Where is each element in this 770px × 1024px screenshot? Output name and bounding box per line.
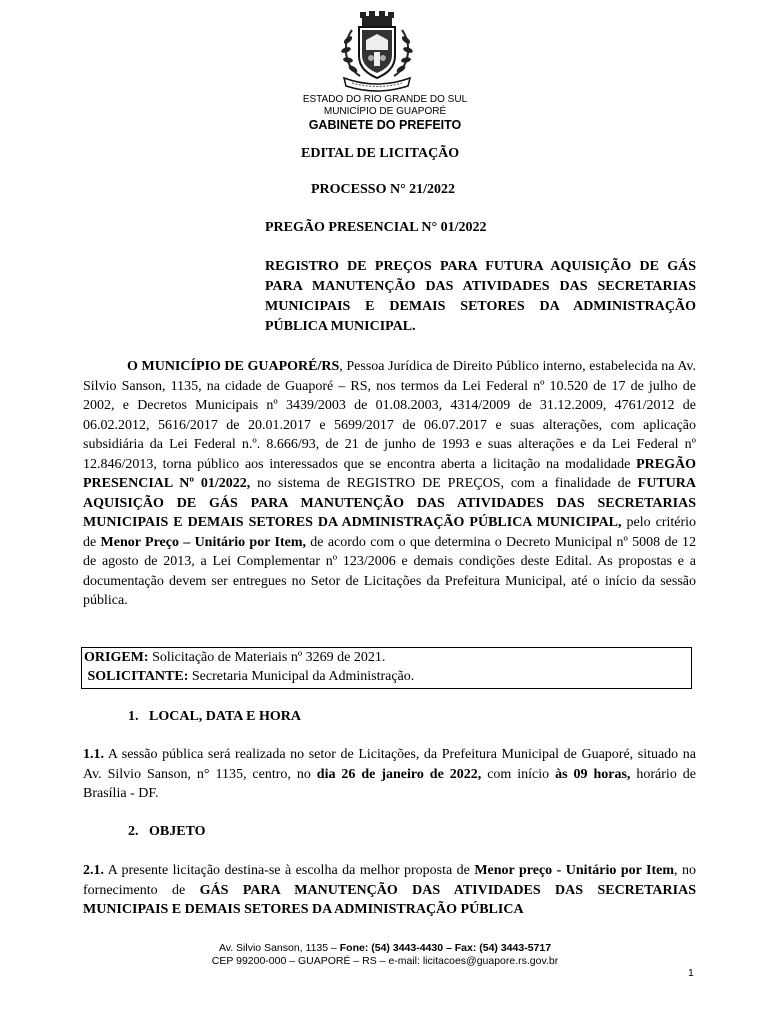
criterion-bold-2: Menor preço - Unitário por Item <box>474 863 675 878</box>
section-2-paragraph <box>83 861 696 920</box>
session-time: às 09 horas, <box>555 766 631 782</box>
section-1-paragraph <box>83 745 696 804</box>
requester-value: Secretaria Municipal da Administração. <box>188 669 415 684</box>
intro-text-2: no sistema de REGISTRO DE PREÇOS, com a finalidade de <box>250 476 638 491</box>
footer <box>0 942 770 968</box>
coat-of-arms-icon <box>338 10 416 92</box>
object-bold: GÁS PARA MANUTENÇÃO DAS ATIVIDADES DAS SECRETARIAS MUNICIPAIS E DEMAIS SETORES DA ADMINISTRAÇÃO PÚBLICA <box>83 882 696 917</box>
footer-address <box>0 942 770 955</box>
footer-phones: Fone: (54) 3443-4430 – Fax: (54) 3443-5717 <box>339 942 552 954</box>
section-2-1-number: 2.1. <box>83 863 104 878</box>
origin-box <box>81 647 692 689</box>
edital-title: EDITAL DE LICITAÇÃO <box>301 146 460 161</box>
state-name: ESTADO DO RIO GRANDE DO SUL <box>302 94 468 105</box>
intro-text-4: de acordo com o que determina o Decreto Municipal nº 5008 de 12 de agosto de 2013, a Lei Complementar nº 123/2006 e demais condições deste Edital. As propostas e a documentação devem ser entregues no Setor de Licitações da Prefeitura Municipal, até o início da sessão pública. <box>83 534 697 608</box>
origin-line <box>84 648 691 667</box>
section-2-heading: 2. OBJETO <box>128 824 206 839</box>
origin-value: Solicitação de Materiais nº 3269 de 2021. <box>148 650 386 665</box>
section-1-1-number: 1.1. <box>83 747 104 762</box>
session-date: dia 26 de janeiro de 2022, <box>316 766 482 782</box>
intro-paragraph <box>83 357 696 611</box>
section-2-text-1: A presente licitação destina-se à escolha da melhor proposta de <box>104 863 475 878</box>
purpose-bold: FUTURA AQUISIÇÃO DE GÁS PARA MANUTENÇÃO DAS ATIVIDADES DAS SECRETARIAS MUNICIPAIS E DEMAIS SETORES DA ADMINISTRAÇÃO PÚBLICA MUNICIPAL, <box>83 476 697 530</box>
footer-address-text: Av. Silvio Sanson, 1135 – <box>218 942 340 954</box>
municipality-name: MUNICÍPIO DE GUAPORÉ <box>323 106 447 117</box>
section-1-heading: 1. LOCAL, DATA E HORA <box>128 709 301 724</box>
section-1-text-3: horário de Brasília - DF. <box>83 766 696 801</box>
municipality-bold: O MUNICÍPIO DE GUAPORÉ/RS <box>127 359 340 374</box>
requester-line <box>84 667 691 686</box>
criterion-bold: Menor Preço – Unitário por Item, <box>100 534 306 550</box>
office-name: GABINETE DO PREFEITO <box>308 118 462 132</box>
intro-text-3: pelo critério de <box>83 515 696 550</box>
requester-label: SOLICITANTE: <box>87 669 189 684</box>
intro-text-1: , Pessoa Jurídica de Direito Público interno, estabelecida na Av. Silvio Sanson, 1135, na cidade de Guaporé – RS, nos termos da Lei Federal nº 10.520 de 17 de julho de 2002, e Decretos Municipais nº 3439/2003 de 01.08.2003, 4314/2009 de 31.12.2009, 4761/2012 de 06.02.2012, 5616/2017 de 20.01.2017 e 5699/2017 de 06.07.2017 e suas alterações, com aplicação subsidiária da Lei Federal n.º. 8.666/93, de 21 de junho de 1993 e suas alterações e da Lei Federal nº 12.846/2013, torna público aos interessados que se encontra aberta a licitação na modalidade <box>83 359 696 472</box>
object-title: REGISTRO DE PREÇOS PARA FUTURA AQUISIÇÃO DE GÁS PARA MANUTENÇÃO DAS ATIVIDADES DAS SECRETARIAS MUNICIPAIS E DEMAIS SETORES DA ADMINISTRAÇÃO PÚBLICA MUNICIPAL. <box>265 259 696 334</box>
pregao-bold: PREGÃO PRESENCIAL Nº 01/2022, <box>83 456 696 491</box>
section-1-text-1: A sessão pública será realizada no setor de Licitações, da Prefeitura Municipal de Guaporé, situado na Av. Silvio Sanson, n° 1135, centro, no <box>83 747 696 782</box>
section-2-text-2: , no fornecimento de <box>83 863 697 898</box>
footer-contact: CEP 99200-000 – GUAPORÉ – RS – e-mail: licitacoes@guapore.rs.gov.br <box>211 955 559 967</box>
origin-label: ORIGEM: <box>84 650 149 665</box>
pregao-number: PREGÃO PRESENCIAL N° 01/2022 <box>265 220 487 235</box>
page-number: 1 <box>688 967 694 979</box>
processo-number: PROCESSO N° 21/2022 <box>311 182 456 197</box>
letterhead <box>0 94 770 133</box>
section-1-text-2: com início <box>481 766 556 782</box>
